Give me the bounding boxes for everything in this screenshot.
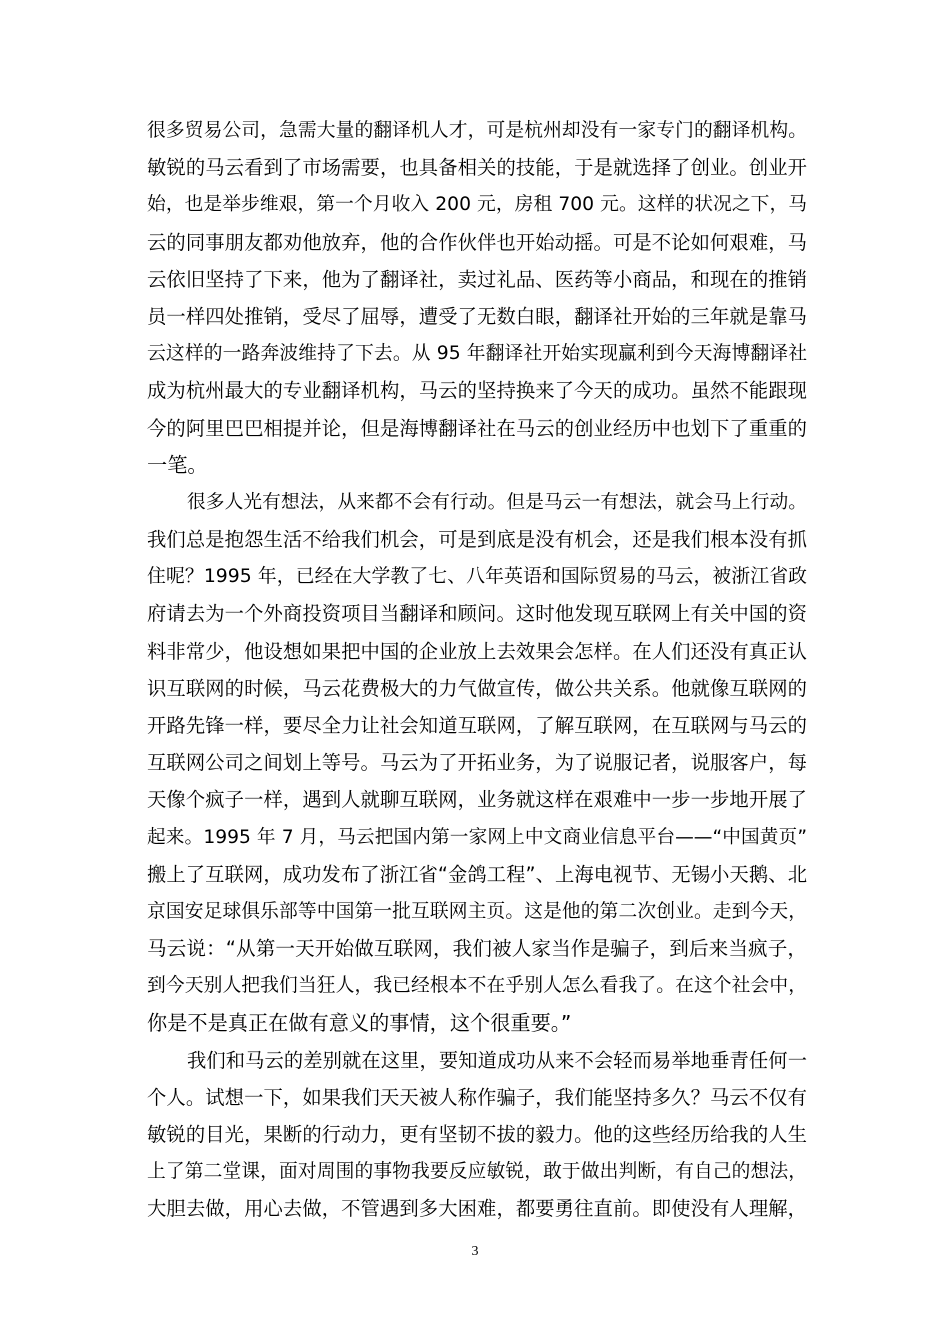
page-number: 3 xyxy=(471,1244,479,1259)
text-line: 员一样四处推销，受尽了屈辱，遭受了无数白眼，翻译社开始的三年就是靠马 xyxy=(147,304,807,328)
text-line: 一笔。 xyxy=(147,452,208,477)
text-line: 云的同事朋友都劝他放弃，他的合作伙伴也开始动摇。可是不论如何艰难，马 xyxy=(147,230,807,254)
body-text xyxy=(147,112,807,1228)
text-line: 到今天别人把我们当狂人，我已经根本不在乎别人怎么看我了。在这个社会中， xyxy=(147,975,807,997)
text-line: 互联网公司之间划上等号。马云为了开拓业务，为了说服记者，说服客户，每 xyxy=(147,751,807,775)
text-line: 始，也是举步维艰，第一个月收入 200 元，房租 700 元。这样的状况之下，马 xyxy=(147,194,807,216)
text-line: 个人。试想一下，如果我们天天被人称作骗子，我们能坚持多久？马云不仅有 xyxy=(147,1085,807,1109)
text-line: 马云说：“从第一天开始做互联网，我们被人家当作是骗子，到后来当疯子， xyxy=(147,937,807,961)
text-line: 今的阿里巴巴相提并论，但是海博翻译社在马云的创业经历中也划下了重重的 xyxy=(147,416,807,440)
text-line: 你是不是真正在做有意义的事情，这个很重要。” xyxy=(147,1010,572,1035)
text-line: 开路先锋一样，要尽全力让社会知道互联网，了解互联网，在互联网与马云的 xyxy=(147,714,807,737)
text-line: 敏锐的马云看到了市场需要，也具备相关的技能，于是就选择了创业。创业开 xyxy=(147,156,807,180)
text-line: 起来。1995 年 7 月，马云把国内第一家网上中文商业信息平台——“中国黄页” xyxy=(147,826,807,848)
text-line: 云依旧坚持了下来，他为了翻译社，卖过礼品、医药等小商品，和现在的推销 xyxy=(147,267,807,291)
text-line: 料非常少，他设想如果把中国的企业放上去效果会怎样。在人们还没有真正认 xyxy=(147,639,807,663)
text-line: 识互联网的时候，马云花费极大的力气做宣传，做公共关系。他就像互联网的 xyxy=(147,676,807,700)
text-line: 敏锐的目光，果断的行动力，更有坚韧不拔的毅力。他的这些经历给我的人生 xyxy=(147,1123,807,1147)
text-line: 府请去为一个外商投资项目当翻译和顾问。这时他发现互联网上有关中国的资 xyxy=(147,602,807,626)
text-line: 大胆去做，用心去做，不管遇到多大困难，都要勇往直前。即使没有人理解， xyxy=(147,1197,807,1221)
text-line: 天像个疯子一样，遇到人就聊互联网，业务就这样在艰难中一步一步地开展了 xyxy=(147,788,807,812)
text-line: 上了第二堂课，面对周围的事物我要反应敏锐，敢于做出判断，有自己的想法， xyxy=(147,1161,807,1183)
text-line: 京国安足球俱乐部等中国第一批互联网主页。这是他的第二次创业。走到今天， xyxy=(147,900,807,922)
text-line: 我们总是抱怨生活不给我们机会，可是到底是没有机会，还是我们根本没有抓 xyxy=(147,528,807,552)
text-line: 很多贸易公司，急需大量的翻译机人才，可是杭州却没有一家专门的翻译机构。 xyxy=(147,120,807,141)
text-line: 云这样的一路奔波维持了下去。从 95 年翻译社开始实现赢利到今天海博翻译社 xyxy=(147,343,807,365)
text-line: 成为杭州最大的专业翻译机构，马云的坚持换来了今天的成功。虽然不能跟现 xyxy=(147,379,807,403)
text-line: 住呢？1995 年，已经在大学教了七、八年英语和国际贸易的马云，被浙江省政 xyxy=(147,566,807,588)
text-line: 很多人光有想法，从来都不会有行动。但是马云一有想法，就会马上行动。 xyxy=(187,491,807,513)
text-line: 搬上了互联网，成功发布了浙江省“金鸽工程”、上海电视节、无锡小天鹅、北 xyxy=(147,862,807,886)
text-line: 我们和马云的差别就在这里，要知道成功从来不会轻而易举地垂青任何一 xyxy=(187,1048,807,1072)
